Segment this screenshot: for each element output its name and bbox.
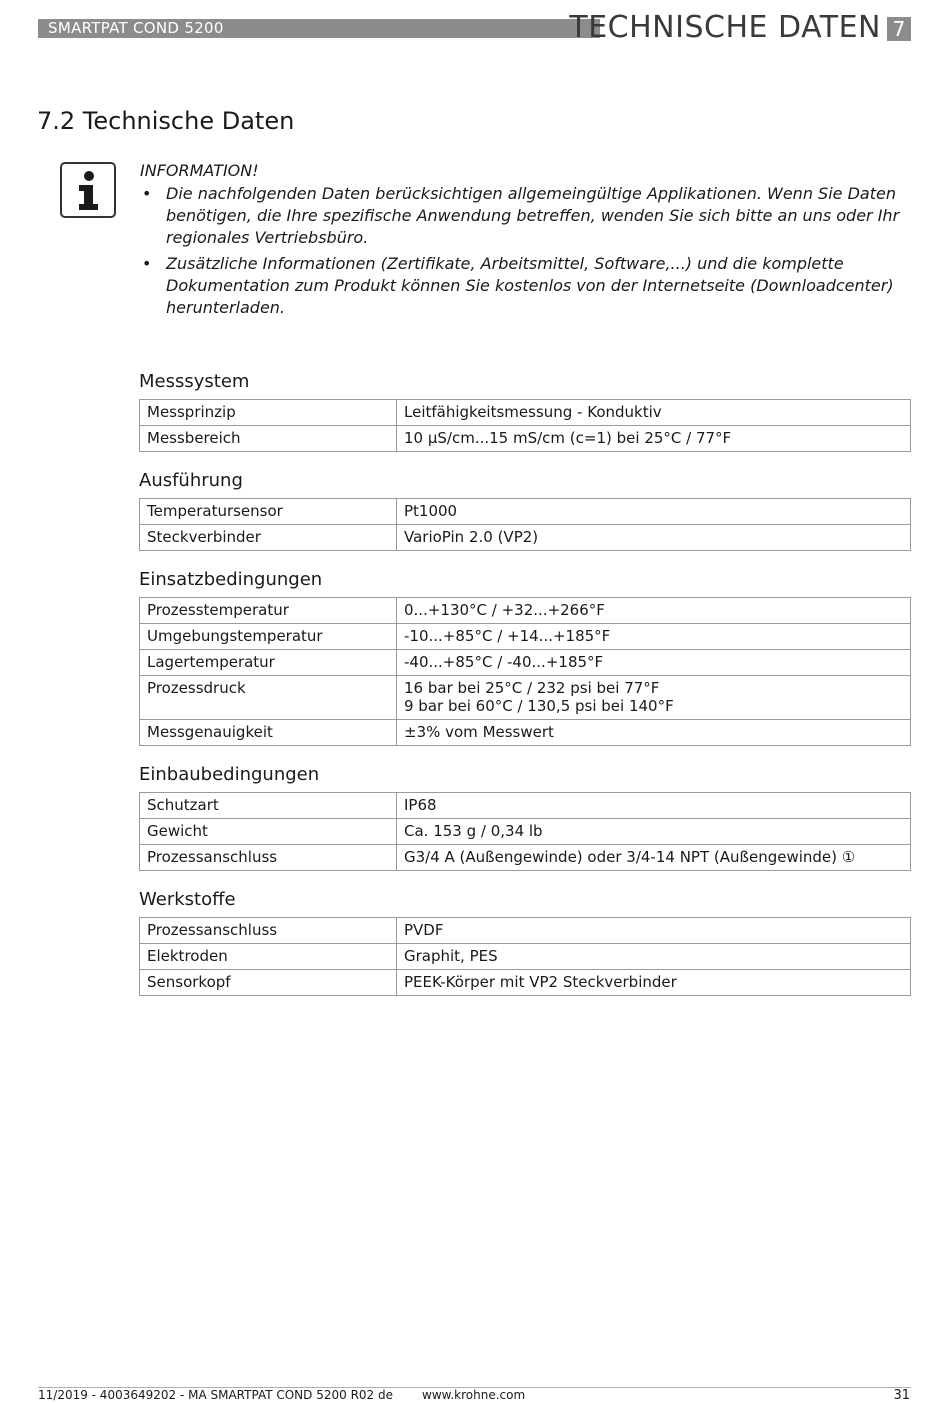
spec-label: Lagertemperatur bbox=[140, 650, 397, 676]
footer-website-link[interactable]: www.krohne.com bbox=[422, 1388, 526, 1402]
table-ausfuehrung bbox=[139, 498, 911, 551]
spec-label: Messgenauigkeit bbox=[140, 720, 397, 746]
table-row bbox=[140, 720, 911, 746]
spec-label: Umgebungstemperatur bbox=[140, 624, 397, 650]
spec-value: -40...+85°C / -40...+185°F bbox=[397, 650, 911, 676]
spec-value: PEEK-Körper mit VP2 Steckverbinder bbox=[397, 970, 911, 996]
chapter-number-badge: 7 bbox=[887, 17, 911, 41]
table-row bbox=[140, 624, 911, 650]
group-title-messsystem: Messsystem bbox=[139, 371, 250, 392]
spec-value: Leitfähigkeitsmessung - Konduktiv bbox=[397, 400, 911, 426]
footer-page-number: 31 bbox=[893, 1388, 910, 1403]
spec-value: Graphit, PES bbox=[397, 944, 911, 970]
table-row bbox=[140, 525, 911, 551]
header-product-bar bbox=[38, 19, 600, 38]
table-einsatzbedingungen bbox=[139, 597, 911, 746]
spec-label: Schutzart bbox=[140, 793, 397, 819]
spec-value: VarioPin 2.0 (VP2) bbox=[397, 525, 911, 551]
info-icon bbox=[60, 162, 116, 218]
spec-label: Temperatursensor bbox=[140, 499, 397, 525]
spec-value: 10 µS/cm...15 mS/cm (c=1) bei 25°C / 77°F bbox=[397, 426, 911, 452]
spec-label: Gewicht bbox=[140, 819, 397, 845]
table-messsystem bbox=[139, 399, 911, 452]
information-list bbox=[140, 183, 910, 319]
table-row bbox=[140, 598, 911, 624]
spec-label: Prozesstemperatur bbox=[140, 598, 397, 624]
table-einbaubedingungen bbox=[139, 792, 911, 871]
information-note bbox=[140, 160, 910, 323]
spec-label: Prozessanschluss bbox=[140, 918, 397, 944]
spec-value: Pt1000 bbox=[397, 499, 911, 525]
spec-value: ±3% vom Messwert bbox=[397, 720, 911, 746]
information-heading: INFORMATION! bbox=[140, 161, 259, 180]
table-row bbox=[140, 426, 911, 452]
spec-tables bbox=[139, 371, 911, 1014]
table-row bbox=[140, 676, 911, 720]
spec-value: G3/4 A (Außengewinde) oder 3/4-14 NPT (Außengewinde) ① bbox=[397, 845, 911, 871]
table-werkstoffe bbox=[139, 917, 911, 996]
spec-value: Ca. 153 g / 0,34 lb bbox=[397, 819, 911, 845]
group-title-einbaubedingungen: Einbaubedingungen bbox=[139, 764, 320, 785]
spec-label: Steckverbinder bbox=[140, 525, 397, 551]
header-chapter-title: TECHNISCHE DATEN bbox=[569, 10, 881, 45]
table-row bbox=[140, 918, 911, 944]
spec-label: Messbereich bbox=[140, 426, 397, 452]
group-title-ausfuehrung: Ausführung bbox=[139, 470, 243, 491]
table-row bbox=[140, 793, 911, 819]
table-row bbox=[140, 970, 911, 996]
spec-value: PVDF bbox=[397, 918, 911, 944]
section-title: 7.2 Technische Daten bbox=[37, 107, 295, 135]
spec-value: IP68 bbox=[397, 793, 911, 819]
table-row bbox=[140, 650, 911, 676]
table-row bbox=[140, 499, 911, 525]
spec-value: 0...+130°C / +32...+266°F bbox=[397, 598, 911, 624]
spec-label: Sensorkopf bbox=[140, 970, 397, 996]
group-title-werkstoffe: Werkstoffe bbox=[139, 889, 236, 910]
table-row bbox=[140, 845, 911, 871]
table-row bbox=[140, 819, 911, 845]
information-item: • Die nachfolgenden Daten berücksichtigen allgemeingültige Applikationen. Wenn Sie Daten benötigen, die Ihre spezifische Anwendung betreffen, wenden Sie sich bitte an uns oder Ihr regionales Vertriebsbüro. bbox=[140, 183, 910, 249]
group-title-einsatzbedingungen: Einsatzbedingungen bbox=[139, 569, 323, 590]
table-row bbox=[140, 400, 911, 426]
spec-value: 16 bar bei 25°C / 232 psi bei 77°F 9 bar bei 60°C / 130,5 psi bei 140°F bbox=[397, 676, 911, 720]
spec-label: Prozessdruck bbox=[140, 676, 397, 720]
spec-label: Messprinzip bbox=[140, 400, 397, 426]
spec-label: Elektroden bbox=[140, 944, 397, 970]
header-product-name: SMARTPAT COND 5200 bbox=[48, 19, 224, 37]
information-item: • Zusätzliche Informationen (Zertifikate, Arbeitsmittel, Software,...) und die komplette Dokumentation zum Produkt können Sie kostenlos von der Internetseite (Downloadcenter) herunterladen. bbox=[140, 253, 910, 319]
footer-doc-reference: 11/2019 - 4003649202 - MA SMARTPAT COND 5200 R02 de bbox=[38, 1388, 393, 1402]
spec-value: -10...+85°C / +14...+185°F bbox=[397, 624, 911, 650]
table-row bbox=[140, 944, 911, 970]
spec-label: Prozessanschluss bbox=[140, 845, 397, 871]
